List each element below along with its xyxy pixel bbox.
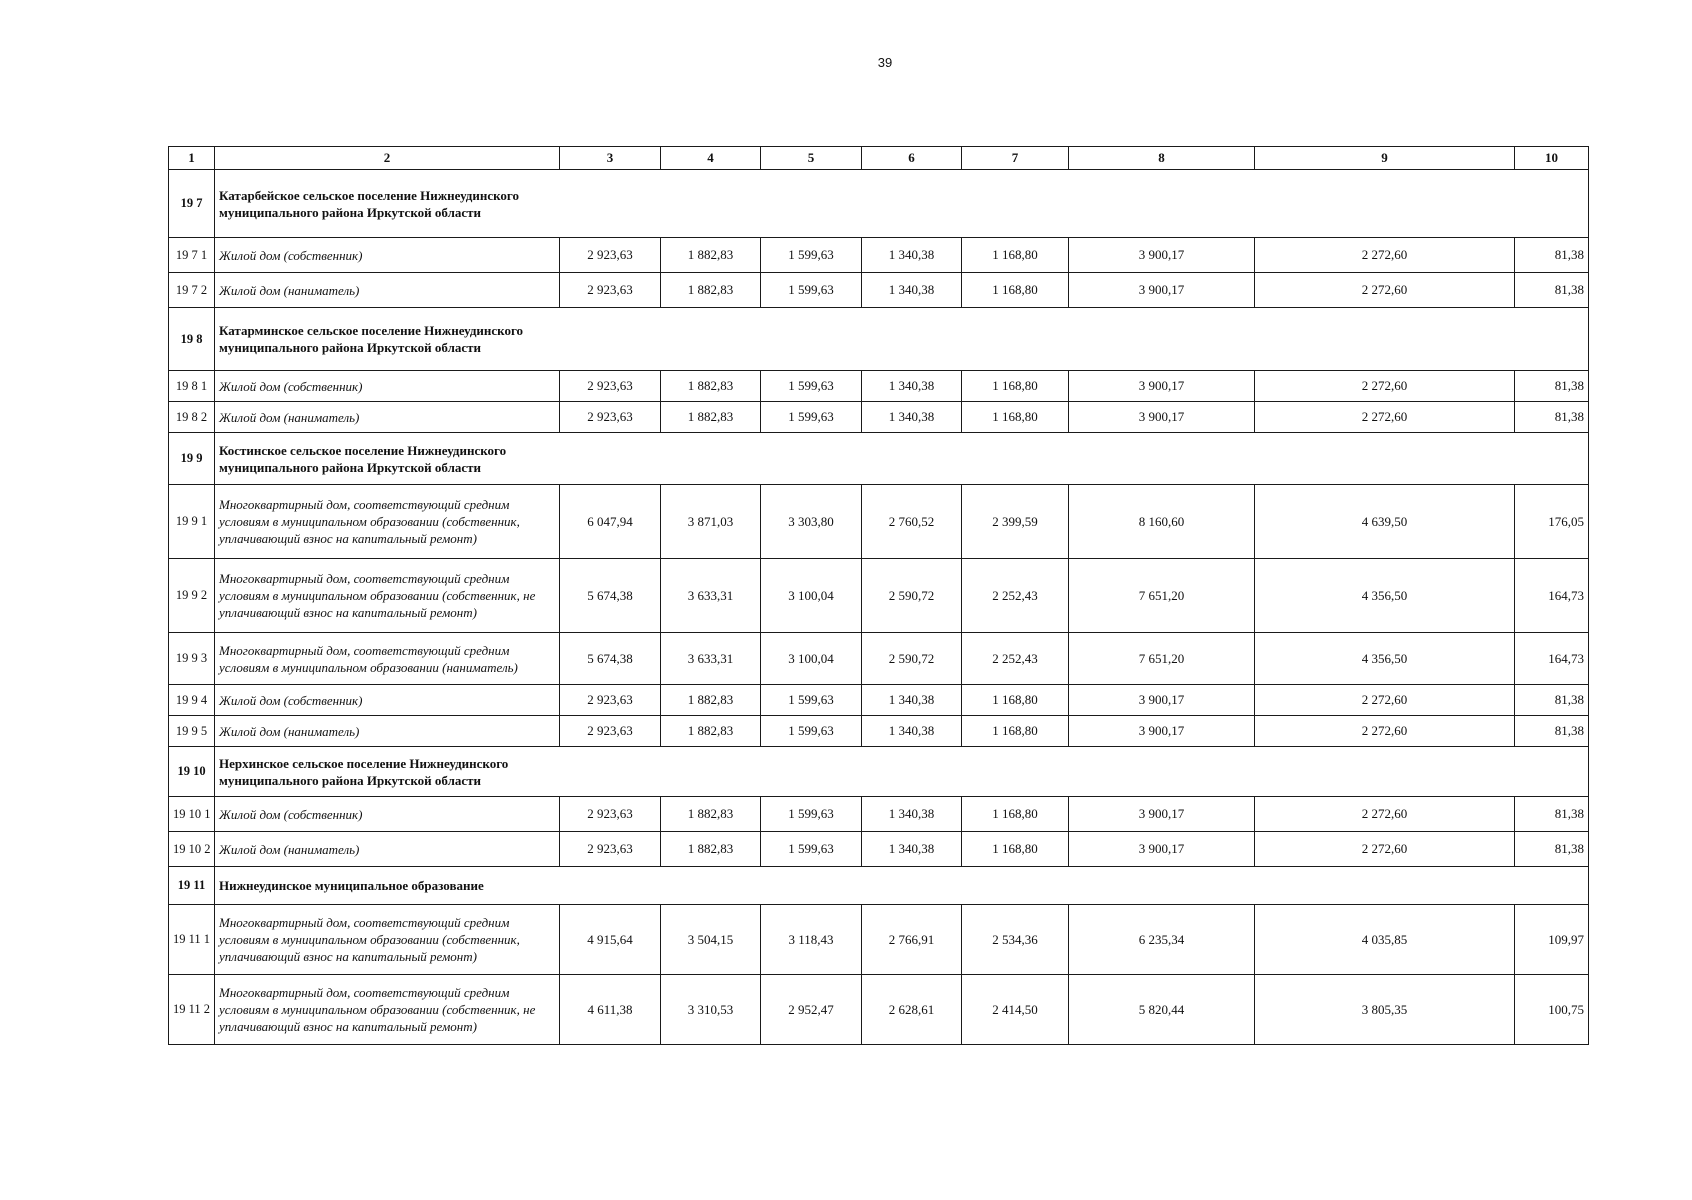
tariff-table	[168, 146, 1589, 1045]
row-code: 19 9 1	[169, 485, 215, 559]
group-title-cell	[215, 308, 1589, 371]
value-cell-col-7: 2 399,59	[962, 485, 1069, 559]
value-cell-col-5: 1 599,63	[761, 238, 862, 273]
value-cell-col-7: 2 414,50	[962, 975, 1069, 1045]
row-name: Жилой дом (собственник)	[215, 371, 560, 402]
value-cell-col-8: 3 900,17	[1069, 716, 1255, 747]
row-name: Многоквартирный дом, соответствующий средним условиям в муниципальном образовании (наниматель)	[215, 633, 560, 685]
table-row	[169, 716, 1589, 747]
group-title-cell	[215, 747, 1589, 797]
value-cell-col-4: 3 871,03	[661, 485, 761, 559]
value-cell-col-5: 2 952,47	[761, 975, 862, 1045]
value-cell-col-7: 2 252,43	[962, 559, 1069, 633]
value-cell-col-8: 3 900,17	[1069, 238, 1255, 273]
value-cell-col-7: 1 168,80	[962, 238, 1069, 273]
value-cell-col-6: 2 766,91	[862, 905, 962, 975]
row-code: 19 8 1	[169, 371, 215, 402]
table-row	[169, 797, 1589, 832]
row-name: Многоквартирный дом, соответствующий средним условиям в муниципальном образовании (собственник, не уплачивающий взнос на капитальный ремонт)	[215, 975, 560, 1045]
value-cell-col-9: 4 356,50	[1255, 633, 1515, 685]
value-cell-col-7: 2 252,43	[962, 633, 1069, 685]
table-row	[169, 633, 1589, 685]
value-cell-col-5: 3 100,04	[761, 559, 862, 633]
group-title: Нижнеудинское муниципальное образование	[219, 878, 484, 893]
column-header-2: 2	[215, 147, 560, 170]
value-cell-col-5: 1 599,63	[761, 832, 862, 867]
value-cell-col-3: 2 923,63	[560, 402, 661, 433]
value-cell-col-3: 2 923,63	[560, 371, 661, 402]
row-code: 19 10 1	[169, 797, 215, 832]
row-code: 19 8	[169, 308, 215, 371]
value-cell-col-8: 5 820,44	[1069, 975, 1255, 1045]
value-cell-col-7: 1 168,80	[962, 716, 1069, 747]
row-name: Жилой дом (наниматель)	[215, 716, 560, 747]
row-name: Жилой дом (наниматель)	[215, 273, 560, 308]
value-cell-col-10: 81,38	[1515, 273, 1589, 308]
row-code: 19 11 2	[169, 975, 215, 1045]
value-cell-col-10: 81,38	[1515, 371, 1589, 402]
value-cell-col-10: 81,38	[1515, 685, 1589, 716]
value-cell-col-6: 2 590,72	[862, 633, 962, 685]
row-name: Многоквартирный дом, соответствующий средним условиям в муниципальном образовании (собственник, уплачивающий взнос на капитальный ремонт)	[215, 485, 560, 559]
value-cell-col-8: 3 900,17	[1069, 371, 1255, 402]
value-cell-col-6: 1 340,38	[862, 371, 962, 402]
value-cell-col-6: 2 590,72	[862, 559, 962, 633]
column-header-5: 5	[761, 147, 862, 170]
table-row	[169, 238, 1589, 273]
value-cell-col-3: 5 674,38	[560, 559, 661, 633]
value-cell-col-4: 1 882,83	[661, 797, 761, 832]
value-cell-col-10: 109,97	[1515, 905, 1589, 975]
value-cell-col-3: 2 923,63	[560, 716, 661, 747]
value-cell-col-7: 1 168,80	[962, 402, 1069, 433]
value-cell-col-4: 1 882,83	[661, 685, 761, 716]
table-row	[169, 685, 1589, 716]
value-cell-col-5: 3 118,43	[761, 905, 862, 975]
row-code: 19 8 2	[169, 402, 215, 433]
row-name: Жилой дом (наниматель)	[215, 402, 560, 433]
row-code: 19 7	[169, 170, 215, 238]
value-cell-col-7: 1 168,80	[962, 273, 1069, 308]
value-cell-col-3: 2 923,63	[560, 797, 661, 832]
row-name: Жилой дом (собственник)	[215, 685, 560, 716]
value-cell-col-9: 3 805,35	[1255, 975, 1515, 1045]
row-code: 19 10 2	[169, 832, 215, 867]
column-header-9: 9	[1255, 147, 1515, 170]
row-name: Жилой дом (собственник)	[215, 238, 560, 273]
value-cell-col-4: 3 633,31	[661, 633, 761, 685]
value-cell-col-9: 2 272,60	[1255, 716, 1515, 747]
table-row	[169, 485, 1589, 559]
row-code: 19 10	[169, 747, 215, 797]
value-cell-col-7: 1 168,80	[962, 685, 1069, 716]
column-header-3: 3	[560, 147, 661, 170]
column-header-4: 4	[661, 147, 761, 170]
value-cell-col-10: 176,05	[1515, 485, 1589, 559]
value-cell-col-6: 1 340,38	[862, 273, 962, 308]
value-cell-col-10: 81,38	[1515, 797, 1589, 832]
value-cell-col-5: 1 599,63	[761, 685, 862, 716]
value-cell-col-8: 7 651,20	[1069, 633, 1255, 685]
group-title: Катарбейское сельское поселение Нижнеудинского муниципального района Иркутской области	[219, 187, 519, 220]
value-cell-col-9: 2 272,60	[1255, 371, 1515, 402]
group-row	[169, 433, 1589, 485]
value-cell-col-8: 6 235,34	[1069, 905, 1255, 975]
value-cell-col-4: 1 882,83	[661, 832, 761, 867]
value-cell-col-4: 1 882,83	[661, 716, 761, 747]
value-cell-col-3: 4 611,38	[560, 975, 661, 1045]
value-cell-col-7: 1 168,80	[962, 832, 1069, 867]
table-row	[169, 905, 1589, 975]
row-name: Многоквартирный дом, соответствующий средним условиям в муниципальном образовании (собственник, не уплачивающий взнос на капитальный ремонт)	[215, 559, 560, 633]
value-cell-col-8: 3 900,17	[1069, 402, 1255, 433]
value-cell-col-6: 1 340,38	[862, 716, 962, 747]
group-title: Нерхинское сельское поселение Нижнеудинского муниципального района Иркутской области	[219, 755, 509, 788]
value-cell-col-3: 2 923,63	[560, 238, 661, 273]
row-code: 19 9 5	[169, 716, 215, 747]
row-code: 19 7 2	[169, 273, 215, 308]
value-cell-col-9: 4 639,50	[1255, 485, 1515, 559]
value-cell-col-8: 3 900,17	[1069, 797, 1255, 832]
value-cell-col-4: 1 882,83	[661, 273, 761, 308]
table-row	[169, 371, 1589, 402]
value-cell-col-8: 7 651,20	[1069, 559, 1255, 633]
value-cell-col-10: 81,38	[1515, 402, 1589, 433]
table-row	[169, 975, 1589, 1045]
value-cell-col-3: 2 923,63	[560, 685, 661, 716]
value-cell-col-9: 2 272,60	[1255, 797, 1515, 832]
value-cell-col-6: 2 760,52	[862, 485, 962, 559]
value-cell-col-10: 81,38	[1515, 832, 1589, 867]
table-row	[169, 559, 1589, 633]
value-cell-col-5: 1 599,63	[761, 273, 862, 308]
value-cell-col-5: 1 599,63	[761, 716, 862, 747]
column-header-10: 10	[1515, 147, 1589, 170]
row-code: 19 9 2	[169, 559, 215, 633]
row-code: 19 7 1	[169, 238, 215, 273]
value-cell-col-9: 2 272,60	[1255, 832, 1515, 867]
value-cell-col-5: 3 303,80	[761, 485, 862, 559]
value-cell-col-5: 3 100,04	[761, 633, 862, 685]
row-code: 19 9 4	[169, 685, 215, 716]
row-name: Жилой дом (собственник)	[215, 797, 560, 832]
value-cell-col-10: 164,73	[1515, 633, 1589, 685]
value-cell-col-3: 5 674,38	[560, 633, 661, 685]
table-row	[169, 402, 1589, 433]
value-cell-col-5: 1 599,63	[761, 371, 862, 402]
column-header-1: 1	[169, 147, 215, 170]
row-code: 19 11	[169, 867, 215, 905]
group-title: Костинское сельское поселение Нижнеудинского муниципального района Иркутской области	[219, 442, 507, 475]
value-cell-col-3: 2 923,63	[560, 832, 661, 867]
column-header-6: 6	[862, 147, 962, 170]
value-cell-col-6: 1 340,38	[862, 832, 962, 867]
value-cell-col-10: 100,75	[1515, 975, 1589, 1045]
value-cell-col-5: 1 599,63	[761, 402, 862, 433]
value-cell-col-7: 1 168,80	[962, 797, 1069, 832]
table-row	[169, 832, 1589, 867]
value-cell-col-6: 1 340,38	[862, 238, 962, 273]
page-number: 39	[877, 55, 893, 70]
value-cell-col-7: 1 168,80	[962, 371, 1069, 402]
row-code: 19 9	[169, 433, 215, 485]
group-row	[169, 308, 1589, 371]
value-cell-col-10: 164,73	[1515, 559, 1589, 633]
header-row	[169, 147, 1589, 170]
row-code: 19 9 3	[169, 633, 215, 685]
value-cell-col-5: 1 599,63	[761, 797, 862, 832]
table-row	[169, 273, 1589, 308]
value-cell-col-8: 3 900,17	[1069, 685, 1255, 716]
group-title-cell	[215, 170, 1589, 238]
value-cell-col-4: 1 882,83	[661, 371, 761, 402]
value-cell-col-3: 6 047,94	[560, 485, 661, 559]
value-cell-col-9: 2 272,60	[1255, 273, 1515, 308]
group-title-cell	[215, 433, 1589, 485]
value-cell-col-6: 1 340,38	[862, 685, 962, 716]
value-cell-col-4: 3 310,53	[661, 975, 761, 1045]
row-code: 19 11 1	[169, 905, 215, 975]
group-row	[169, 747, 1589, 797]
value-cell-col-8: 3 900,17	[1069, 273, 1255, 308]
value-cell-col-4: 3 633,31	[661, 559, 761, 633]
value-cell-col-4: 1 882,83	[661, 402, 761, 433]
value-cell-col-10: 81,38	[1515, 238, 1589, 273]
value-cell-col-3: 2 923,63	[560, 273, 661, 308]
value-cell-col-8: 8 160,60	[1069, 485, 1255, 559]
value-cell-col-9: 2 272,60	[1255, 685, 1515, 716]
group-row	[169, 867, 1589, 905]
value-cell-col-9: 2 272,60	[1255, 238, 1515, 273]
row-name: Жилой дом (наниматель)	[215, 832, 560, 867]
value-cell-col-9: 4 356,50	[1255, 559, 1515, 633]
value-cell-col-6: 1 340,38	[862, 797, 962, 832]
group-row	[169, 170, 1589, 238]
value-cell-col-7: 2 534,36	[962, 905, 1069, 975]
value-cell-col-8: 3 900,17	[1069, 832, 1255, 867]
row-name: Многоквартирный дом, соответствующий средним условиям в муниципальном образовании (собственник, уплачивающий взнос на капитальный ремонт)	[215, 905, 560, 975]
value-cell-col-10: 81,38	[1515, 716, 1589, 747]
value-cell-col-3: 4 915,64	[560, 905, 661, 975]
value-cell-col-4: 1 882,83	[661, 238, 761, 273]
column-header-7: 7	[962, 147, 1069, 170]
value-cell-col-9: 2 272,60	[1255, 402, 1515, 433]
value-cell-col-9: 4 035,85	[1255, 905, 1515, 975]
group-title: Катарминское сельское поселение Нижнеудинского муниципального района Иркутской области	[219, 323, 524, 355]
column-header-8: 8	[1069, 147, 1255, 170]
table-body	[169, 147, 1589, 1045]
value-cell-col-4: 3 504,15	[661, 905, 761, 975]
group-title-cell	[215, 867, 1589, 905]
value-cell-col-6: 2 628,61	[862, 975, 962, 1045]
value-cell-col-6: 1 340,38	[862, 402, 962, 433]
